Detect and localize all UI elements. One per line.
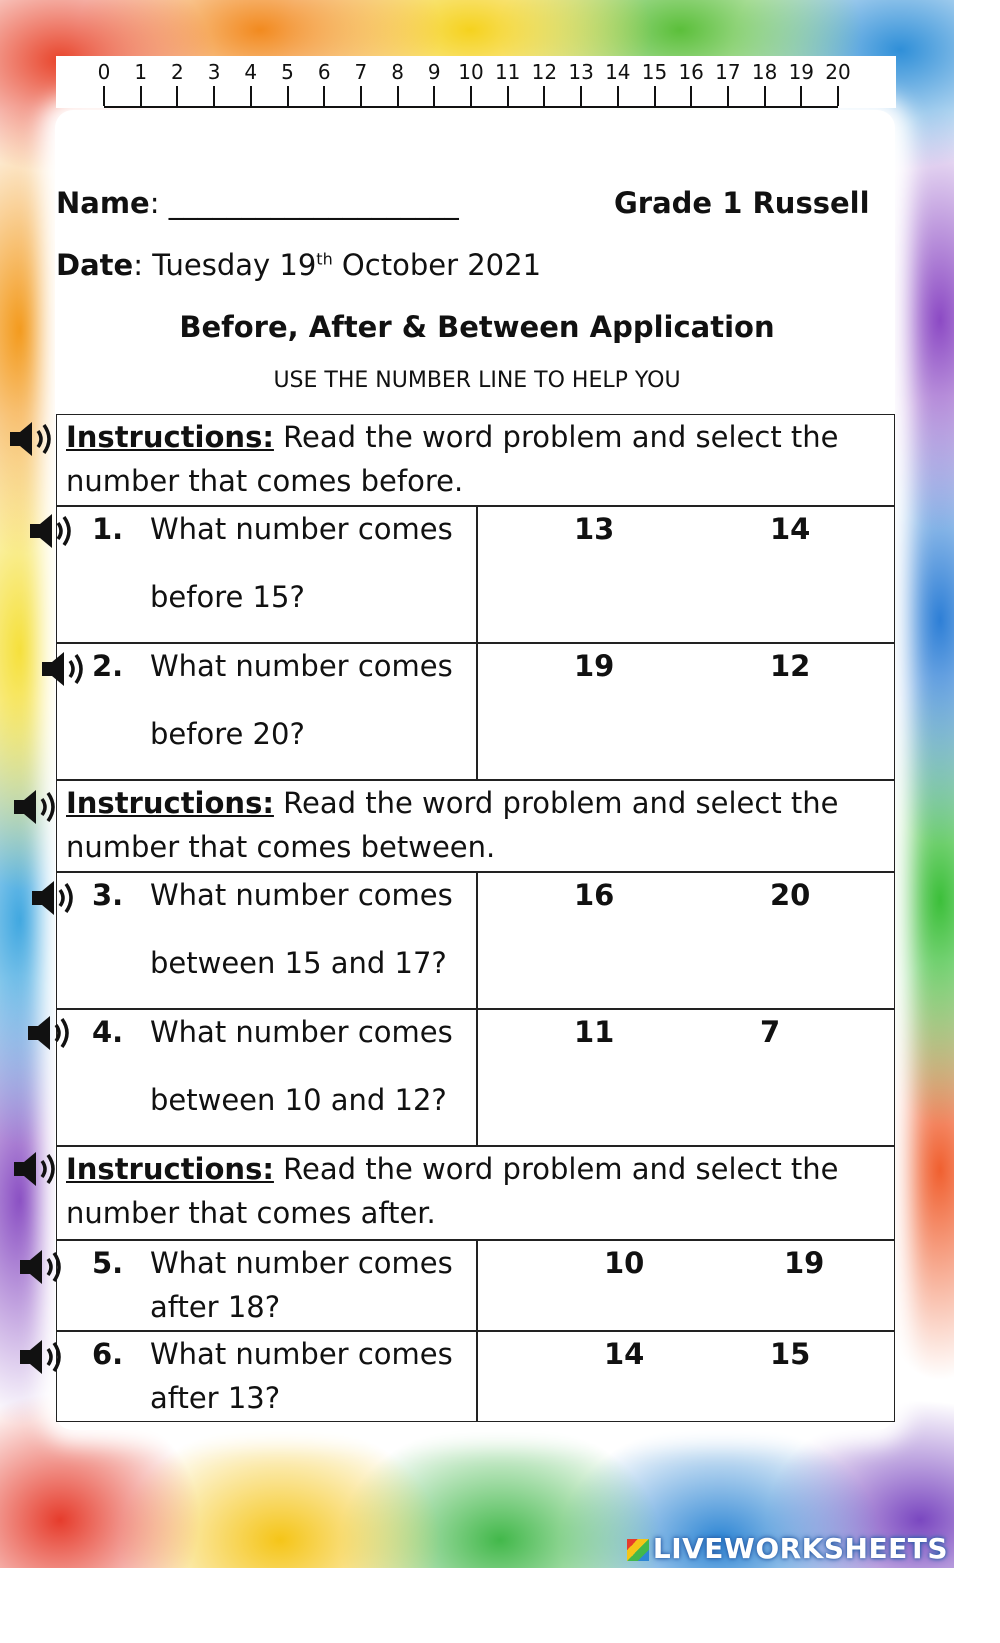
answer-option[interactable]: 12 xyxy=(770,649,811,683)
page-title: Before, After & Between Application xyxy=(179,310,775,344)
column-divider xyxy=(476,872,478,1009)
answer-option[interactable]: 10 xyxy=(604,1246,645,1280)
ruler-label: 10 xyxy=(458,60,484,84)
ruler-tick xyxy=(654,86,656,106)
ruler-label: 7 xyxy=(354,60,368,84)
grade-label: Grade 1 Russell xyxy=(614,186,870,220)
speaker-icon[interactable] xyxy=(40,648,88,690)
question-number: 5. xyxy=(92,1246,124,1280)
question-number: 4. xyxy=(92,1015,124,1049)
ruler-label: 8 xyxy=(391,60,404,84)
ruler-label: 20 xyxy=(825,60,851,84)
question-text: after 18? xyxy=(150,1290,281,1324)
brand-text: LIVEWORKSHEETS xyxy=(652,1532,948,1565)
question-text: after 13? xyxy=(150,1381,281,1415)
ruler-label: 1 xyxy=(134,60,148,84)
instruction-text: number that comes before. xyxy=(66,464,464,498)
date-month-year: October 2021 xyxy=(332,248,542,282)
ruler-tick xyxy=(433,86,435,106)
ruler-label: 17 xyxy=(715,60,741,84)
speaker-icon[interactable] xyxy=(18,1336,66,1378)
ruler-label: 19 xyxy=(788,60,815,84)
answer-option[interactable]: 14 xyxy=(770,512,811,546)
date-suffix: th xyxy=(316,249,333,269)
instruction-text: Read the word problem and select the xyxy=(283,1152,839,1186)
instruction-text: number that comes between. xyxy=(66,830,496,864)
column-divider xyxy=(476,643,478,780)
ruler-tick xyxy=(690,86,692,106)
answer-option[interactable]: 19 xyxy=(784,1246,825,1280)
ruler-tick xyxy=(103,86,105,106)
ruler-tick xyxy=(140,86,142,106)
answer-option[interactable]: 7 xyxy=(760,1015,781,1049)
name-field: Name: ____________________ xyxy=(56,186,459,220)
date-value: Tuesday 19 xyxy=(152,248,317,282)
column-divider xyxy=(476,506,478,643)
ruler-label: 18 xyxy=(751,60,778,84)
liveworksheets-logo xyxy=(627,1532,948,1565)
instruction-line xyxy=(66,786,839,820)
question-number: 2. xyxy=(92,649,124,683)
name-line: ____________________ xyxy=(168,186,459,220)
ruler-baseline xyxy=(104,106,838,108)
ruler-label: 2 xyxy=(171,60,184,84)
date-field: Date: Tuesday 19th October 2021 xyxy=(56,248,542,282)
speaker-icon[interactable] xyxy=(28,510,76,552)
ruler-tick xyxy=(800,86,802,106)
instruction-line xyxy=(66,1152,839,1186)
answer-option[interactable]: 14 xyxy=(604,1337,645,1371)
answer-option[interactable]: 16 xyxy=(574,878,615,912)
ruler-tick xyxy=(250,86,252,106)
column-divider xyxy=(476,1009,478,1146)
ruler-tick xyxy=(287,86,289,106)
answer-option[interactable]: 11 xyxy=(574,1015,615,1049)
speaker-icon[interactable] xyxy=(12,786,60,828)
ruler-tick xyxy=(397,86,399,106)
column-divider xyxy=(476,1240,478,1331)
question-text: between 15 and 17? xyxy=(150,946,447,980)
answer-option[interactable]: 19 xyxy=(574,649,615,683)
ruler-tick xyxy=(213,86,215,106)
number-line xyxy=(56,56,896,108)
ruler-label: 3 xyxy=(207,60,221,84)
question-text: What number comes xyxy=(150,512,453,546)
ruler-label: 4 xyxy=(244,60,258,84)
answer-option[interactable]: 15 xyxy=(770,1337,811,1371)
question-text: What number comes xyxy=(150,878,453,912)
instruction-line xyxy=(66,420,839,454)
question-text: between 10 and 12? xyxy=(150,1083,447,1117)
brand-logo-icon xyxy=(627,1539,649,1561)
answer-option[interactable]: 20 xyxy=(770,878,811,912)
page-subtitle: USE THE NUMBER LINE TO HELP YOU xyxy=(273,368,681,393)
ruler-label: 0 xyxy=(97,60,111,84)
answer-option[interactable]: 13 xyxy=(574,512,615,546)
ruler-tick xyxy=(580,86,582,106)
question-number: 6. xyxy=(92,1337,124,1371)
date-label: Date xyxy=(56,248,134,282)
ruler-tick xyxy=(323,86,325,106)
question-text: before 20? xyxy=(150,717,305,751)
ruler-tick xyxy=(764,86,766,106)
ruler-label: 16 xyxy=(678,60,704,84)
ruler-label: 14 xyxy=(605,60,631,84)
instruction-text: number that comes after. xyxy=(66,1196,436,1230)
speaker-icon[interactable] xyxy=(30,877,78,919)
instruction-label: Instructions: xyxy=(66,786,274,820)
ruler-label: 9 xyxy=(427,60,441,84)
question-text: What number comes xyxy=(150,1015,453,1049)
ruler-label: 11 xyxy=(494,60,521,84)
question-text: before 15? xyxy=(150,580,305,614)
ruler-tick xyxy=(507,86,509,106)
ruler-label: 15 xyxy=(641,60,668,84)
ruler-label: 12 xyxy=(531,60,558,84)
question-text: What number comes xyxy=(150,649,453,683)
ruler-tick xyxy=(176,86,178,106)
speaker-icon[interactable] xyxy=(12,1148,60,1190)
ruler-label: 13 xyxy=(568,60,594,84)
ruler-tick xyxy=(360,86,362,106)
speaker-icon[interactable] xyxy=(26,1012,74,1054)
question-text: What number comes xyxy=(150,1246,453,1280)
question-text: What number comes xyxy=(150,1337,453,1371)
ruler-tick xyxy=(727,86,729,106)
ruler-tick xyxy=(543,86,545,106)
ruler-tick xyxy=(837,86,839,106)
ruler-tick xyxy=(470,86,472,106)
column-divider xyxy=(476,1331,478,1422)
speaker-icon[interactable] xyxy=(8,418,56,460)
instruction-text: Read the word problem and select the xyxy=(283,786,839,820)
question-number: 3. xyxy=(92,878,124,912)
instruction-label: Instructions: xyxy=(66,420,274,454)
speaker-icon[interactable] xyxy=(18,1246,66,1288)
instruction-label: Instructions: xyxy=(66,1152,274,1186)
name-label: Name xyxy=(56,186,150,220)
ruler-label: 5 xyxy=(281,60,294,84)
ruler-label: 6 xyxy=(317,60,331,84)
ruler-tick xyxy=(617,86,619,106)
instruction-text: Read the word problem and select the xyxy=(283,420,839,454)
question-number: 1. xyxy=(92,512,124,546)
